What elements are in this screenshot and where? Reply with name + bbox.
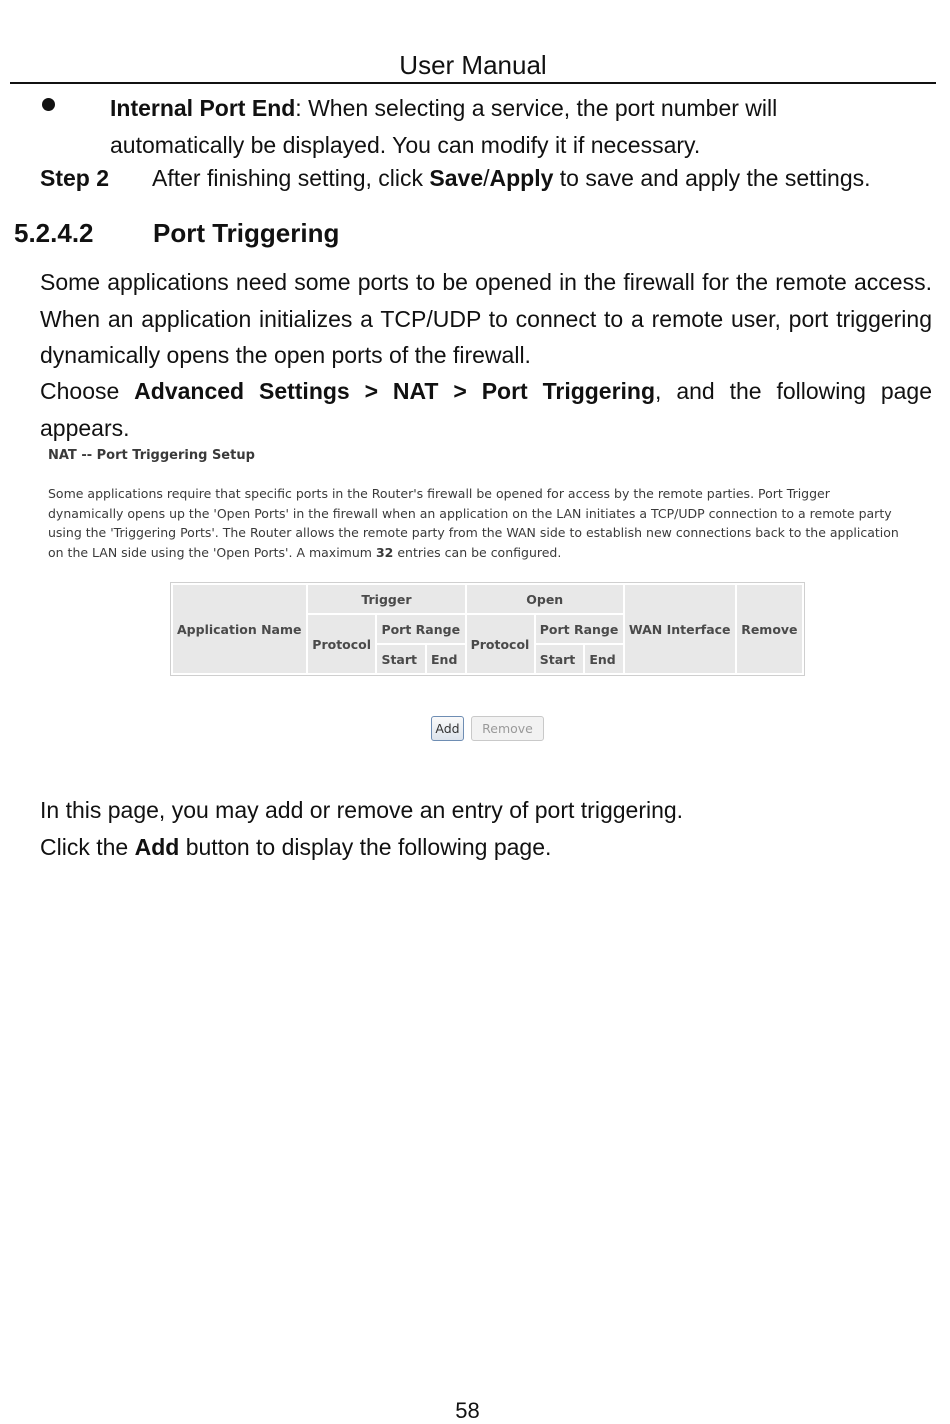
col-wan-interface: WAN Interface [625, 585, 735, 673]
add-keyword: Add [134, 834, 180, 860]
add-instruction-paragraph [40, 829, 932, 866]
col-open-end: End [585, 645, 623, 673]
col-open-port-range: Port Range [536, 615, 623, 643]
section-title: Port Triggering [153, 218, 340, 248]
port-triggering-screenshot [40, 440, 920, 760]
col-trigger: Trigger [308, 585, 464, 613]
bullet-term: Internal Port End [110, 95, 296, 121]
step-save-keyword: Save [429, 165, 484, 191]
step-text [152, 165, 871, 192]
navigation-before: Choose [40, 378, 135, 404]
step-apply-keyword: Apply [489, 165, 554, 191]
screenshot-description [48, 484, 908, 562]
bullet-icon [42, 98, 55, 111]
remove-button[interactable]: Remove [471, 716, 544, 741]
col-application-name: Application Name [173, 585, 306, 673]
step-text-after: to save and apply the settings. [553, 165, 871, 191]
add-remove-paragraph: In this page, you may add or remove an entry of port triggering. [40, 797, 684, 823]
navigation-paragraph [40, 373, 932, 446]
col-remove: Remove [737, 585, 802, 673]
screenshot-title: NAT -- Port Triggering Setup [48, 448, 255, 463]
step-text-before: After finishing setting, click [152, 165, 430, 191]
header-rule [10, 82, 936, 84]
intro-paragraph: Some applications need some ports to be opened in the firewall for the remote access. When an application initializes a TCP/UDP to connect to a remote user, port triggering dynamically opens the open ports of the firewall. [40, 269, 932, 368]
add-button[interactable]: Add [431, 716, 464, 741]
col-open: Open [467, 585, 623, 613]
navigation-after: , and the following page appears. [40, 378, 933, 441]
col-trigger-start: Start [377, 645, 425, 673]
description-after: entries can be configured. [397, 544, 562, 560]
col-trigger-protocol: Protocol [308, 615, 375, 673]
description-before: Some applications require that specific ports in the Router's firewall be opened for access by the remote parties. Port Trigger dynamically opens up the 'Open Ports' in the firewall when an application on the LAN initiates a TCP/UDP connection to a remote party using the 'Triggering Ports'. The Router allows the remote party from the WAN side to establish new connections back to the application on the LAN side using the 'Open Ports'. A maximum [48, 486, 899, 560]
step-label: Step 2 [40, 165, 110, 191]
bullet-description: : When selecting a service, the port number will automatically be displayed. You can modify it if necessary. [110, 95, 778, 158]
col-trigger-port-range: Port Range [377, 615, 464, 643]
port-triggering-table [170, 582, 805, 676]
add-instruction-before: Click the [40, 834, 135, 860]
col-trigger-end: End [427, 645, 465, 673]
col-open-protocol: Protocol [467, 615, 534, 673]
page-header: User Manual [399, 50, 547, 80]
section-number: 5.2.4.2 [14, 218, 94, 248]
step-slash: / [483, 165, 490, 191]
navigation-path: Advanced Settings > NAT > Port Triggering [134, 378, 656, 404]
bullet-item [110, 90, 890, 164]
max-entries-value: 32 [375, 544, 394, 560]
col-open-start: Start [536, 645, 584, 673]
add-instruction-after: button to display the following page. [179, 834, 552, 860]
page-number: 58 [455, 1398, 480, 1423]
